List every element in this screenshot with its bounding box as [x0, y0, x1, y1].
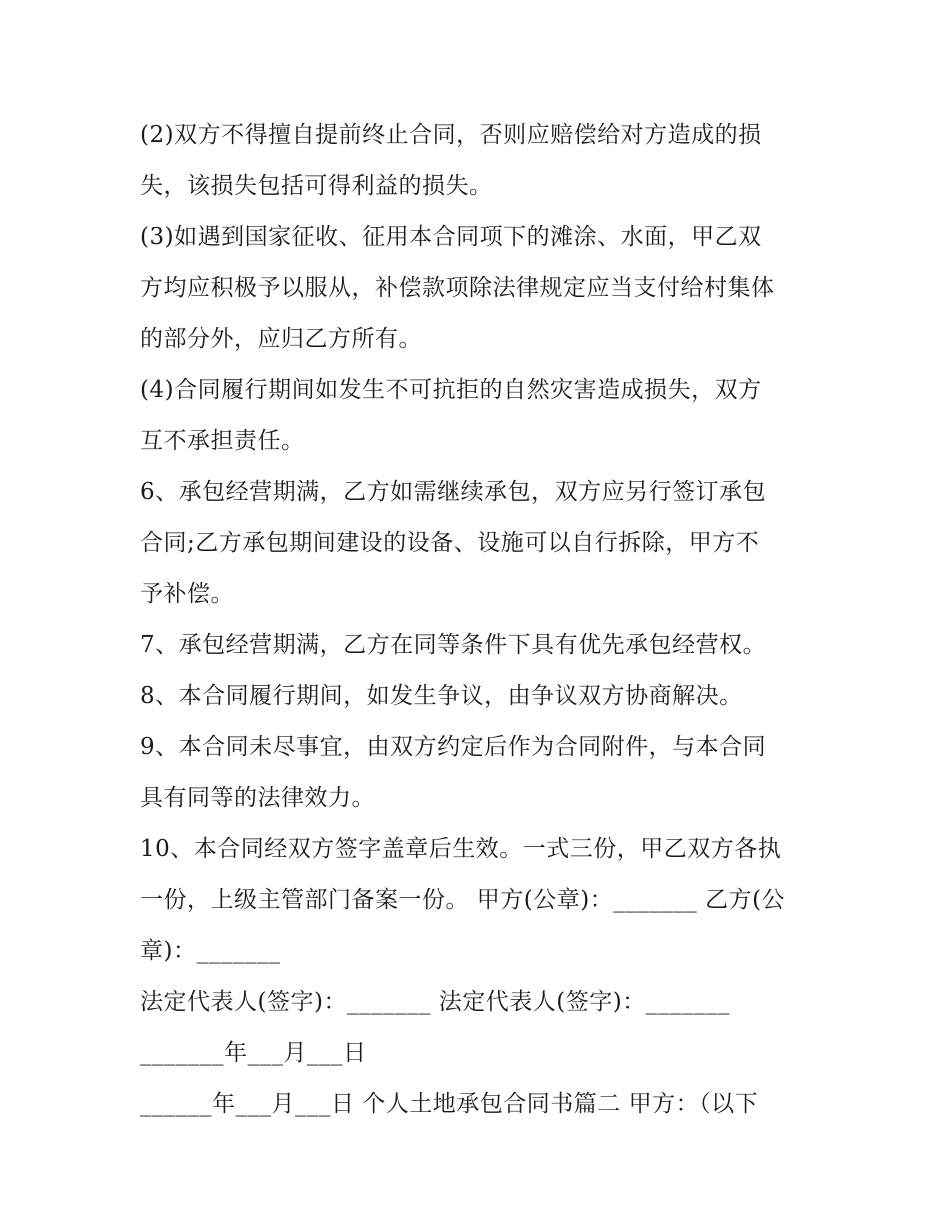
text-line: _______年___月___日 — [140, 1040, 367, 1066]
text-line: 7、承包经营期满，乙方在同等条件下具有优先承包经营权。 — [140, 632, 767, 658]
text-line: 法定代表人(签字)：_______ 法定代表人(签字)：_______ — [140, 989, 730, 1015]
text-line: 予补偿。 — [140, 581, 234, 607]
text-line: 9、本合同未尽事宜，由双方约定后作为合同附件，与本合同 — [140, 734, 767, 760]
text-line: 一份，上级主管部门备案一份。 甲方(公章)：_______ 乙方(公 — [140, 887, 786, 913]
text-line: 失，该损失包括可得利益的损失。 — [140, 173, 493, 199]
text-line: 具有同等的法律效力。 — [140, 785, 375, 811]
text-line: (4)合同履行期间如发生不可抗拒的自然灾害造成损失，双方 — [140, 377, 762, 403]
text-line: 互不承担责任。 — [140, 428, 305, 454]
text-line: 8、本合同履行期间，如发生争议，由争议双方协商解决。 — [140, 683, 743, 709]
text-line: 的部分外，应归乙方所有。 — [140, 326, 422, 352]
text-line: (3)如遇到国家征收、征用本合同项下的滩涂、水面，甲乙双 — [140, 224, 762, 250]
text-line: 6、承包经营期满，乙方如需继续承包，双方应另行签订承包 — [140, 479, 767, 505]
text-line: ______年___月___日 个人土地承包合同书篇二 甲方：（以下 — [140, 1091, 759, 1117]
text-line: 方均应积极予以服从，补偿款项除法律规定应当支付给村集体 — [140, 275, 775, 301]
text-line: 合同;乙方承包期间建设的设备、设施可以自行拆除，甲方不 — [140, 530, 760, 556]
text-line: 10、本合同经双方签字盖章后生效。一式三份，甲乙双方各执 — [140, 836, 782, 862]
contract-body-text — [140, 110, 820, 1130]
text-line: 章)：_______ — [140, 938, 281, 964]
text-line: (2)双方不得擅自提前终止合同，否则应赔偿给对方造成的损 — [140, 122, 762, 148]
